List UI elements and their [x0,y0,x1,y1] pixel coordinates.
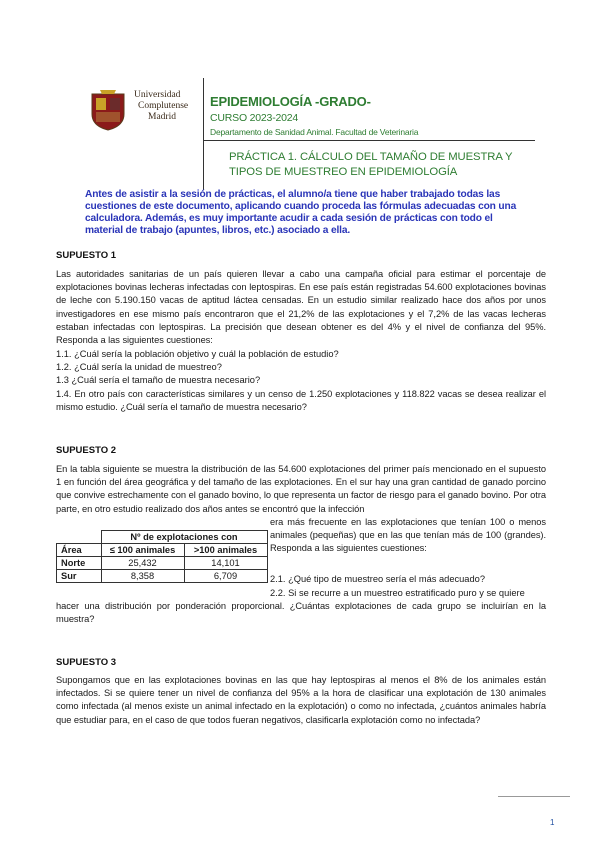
course-title: EPIDEMIOLOGÍA -GRADO- [210,94,371,109]
table-row [57,570,268,583]
table-cell-area: Sur [57,570,102,583]
supuesto-1-text: Las autoridades sanitarias de un país quieren llevar a cabo una campaña oficial para estimar el porcentaje de explotaciones bovinas lecheras infectadas con leptospiras. En ese país están registradas 54.600 explotaciones bovinas de leche con 5.190.150 vacas de aptitud láctea censadas. En un estudio similar realizado hace dos años por unos investigadores en ese mismo país encontraron que el 21,2% de las explotaciones y el 7,2% de las vacas lecheras estaban infectadas con leptospiras. La precisión que desean obtener es del 4% y el nivel de confianza del 95%. Responda a las siguientes cuestiones: [56,269,546,346]
university-name: Universidad Complutense Madrid [134,90,189,122]
question-1-4: 1.4. En otro país con características similares y un censo de 1.250 explotaciones y 118.822 vacas se desea realizar el mismo estudio. ¿Cuál sería el tamaño de muestra necesario? [56,389,546,413]
table-cell-area: Norte [57,557,102,570]
supuesto-3-text: Supongamos que en las explotaciones bovinas en las que hay leptospiras al menos el 8% de los animales están infectados. Si se quiere tener un nivel de confianza del 95% a la hora de clasificar una explotación de 130 animales como infectada (al menos existe un animal infectado en la explotación) o como no infectada, ¿cuántos animales habría que estudiar para, en el caso de que todos fueran negativos, clasificarla explotación como no infectada? [56,675,546,725]
course-year: CURSO 2023-2024 [210,112,299,124]
university-crest-icon [88,88,128,132]
header-vertical-divider [203,78,204,190]
department: Departamento de Sanidad Animal. Facultad de Veterinaria [210,127,419,137]
table-cell-small: 25,432 [101,557,184,570]
table-cell-large: 14,101 [184,557,267,570]
university-logo [88,88,188,132]
table-header-large: >100 animales [184,544,267,557]
header-horizontal-divider [203,140,535,141]
section-title-supuesto-2: SUPUESTO 2 [56,445,117,456]
intro-notice: Antes de asistir a la sesión de prácticas, el alumno/a tiene que haber trabajado todas las cuestiones de este documento, aplicando cuando proceda las fórmulas adecuadas con una calculadora. Además, es muy importante acudir a cada sesión de prácticas con todo el material de trabajo (apuntes, libros, etc.) asociado a ella. [85,189,517,236]
practice-title: PRÁCTICA 1. CÁLCULO DEL TAMAÑO DE MUESTRA Y TIPOS DE MUESTREO EN EPIDEMIOLOGÍA [229,151,513,178]
table-header-area: Área [57,544,102,557]
footer-line [498,796,570,797]
table-group-header: Nº de explotaciones con [101,531,267,544]
farms-distribution-table [56,530,268,583]
question-1-3: 1.3 ¿Cuál sería el tamaño de muestra necesario? [56,375,261,385]
table-cell-large: 6,709 [184,570,267,583]
page-number: 1 [550,818,555,827]
section-title-supuesto-3: SUPUESTO 3 [56,657,117,668]
question-1-1: 1.1. ¿Cuál sería la población objetivo y cuál la población de estudio? [56,349,339,359]
question-2-2-rest: hacer una distribución por ponderación proporcional. ¿Cuántas explotaciones de cada grupo se incluirían en la muestra? [56,601,546,625]
section-title-supuesto-1: SUPUESTO 1 [56,250,117,261]
table-cell-small: 8,358 [101,570,184,583]
supuesto-2-text: En la tabla siguiente se muestra la distribución de las 54.600 explotaciones del primer país mencionado en el supuesto 1 en función del área geográfica y del tamaño de las explotaciones. En el sur hay una gran cantidad de ganado porcino que convive estrechamente con el ganado bovino, lo que representa un factor de riesgo para el ganado bovino. Por otra parte, en otro estudio realizado dos años antes se encontró que la infección [56,464,546,514]
table-header-small: ≤ 100 animales [101,544,184,557]
table-row [57,531,268,544]
question-1-2: 1.2. ¿Cuál sería la unidad de muestreo? [56,362,222,372]
table-row [57,544,268,557]
supuesto-2-side-text: era más frecuente en las explotaciones que tenían 100 o menos animales (pequeñas) que en las que tenían más de 100 (grandes). Responda a las siguientes cuestiones: [270,517,546,554]
table-row [57,557,268,570]
question-2-2-start: 2.2. Si se recurre a un muestreo estratificado puro y se quiere [270,588,525,598]
question-2-1: 2.1. ¿Qué tipo de muestreo sería el más adecuado? [270,574,485,584]
